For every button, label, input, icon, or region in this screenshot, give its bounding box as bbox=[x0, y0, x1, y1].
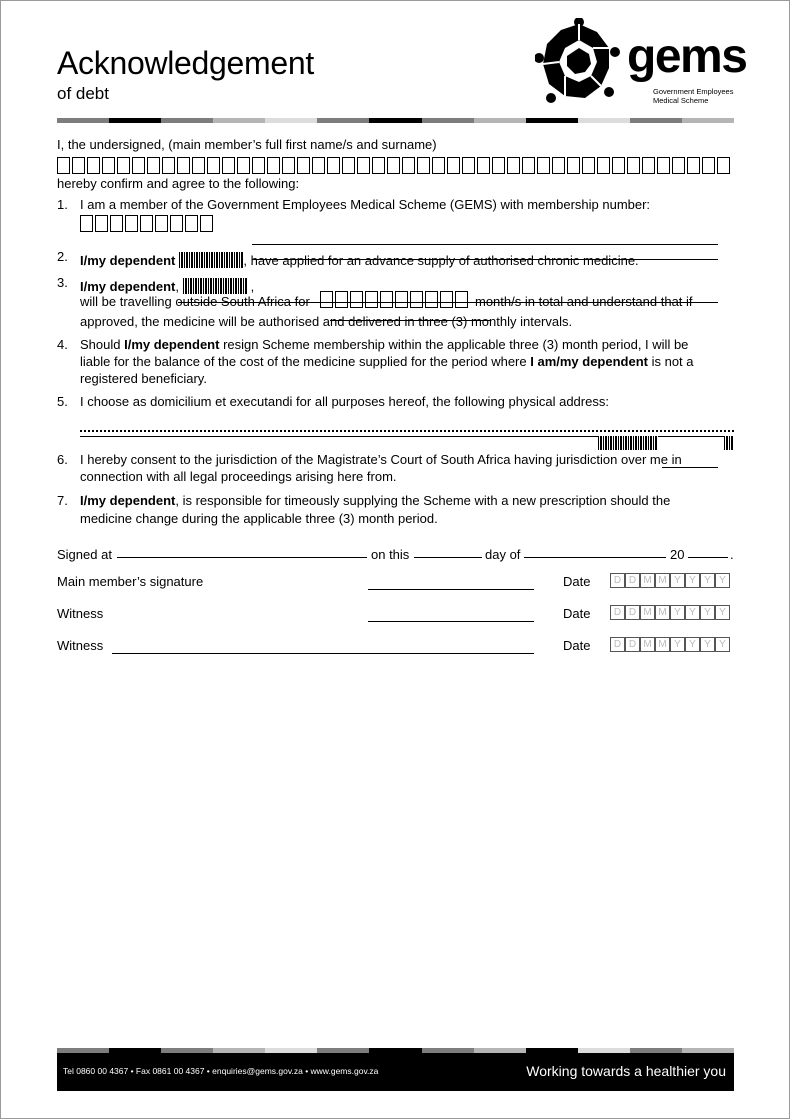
name-char-box[interactable] bbox=[342, 157, 355, 174]
item-1-text: I am a member of the Government Employees Medical Scheme (GEMS) with membership number: bbox=[80, 197, 651, 212]
item-3-strike-rule-2 bbox=[330, 320, 490, 321]
member-digit-box[interactable] bbox=[170, 215, 183, 232]
name-char-box[interactable] bbox=[597, 157, 610, 174]
month-char-box[interactable] bbox=[395, 291, 408, 308]
month-char-box[interactable] bbox=[425, 291, 438, 308]
date-input-boxes-3[interactable] bbox=[610, 637, 730, 652]
name-char-box[interactable] bbox=[87, 157, 100, 174]
item-2-lower-rule bbox=[252, 259, 718, 260]
item-6-line-2: connection with all legal proceedings arising here from. bbox=[80, 469, 397, 484]
name-char-box[interactable] bbox=[582, 157, 595, 174]
name-char-box[interactable] bbox=[102, 157, 115, 174]
month-char-box[interactable] bbox=[380, 291, 393, 308]
name-char-box[interactable] bbox=[642, 157, 655, 174]
name-char-box[interactable] bbox=[462, 157, 475, 174]
form-subtitle: of debt bbox=[57, 84, 109, 103]
name-char-box[interactable] bbox=[207, 157, 220, 174]
stripe-segment bbox=[682, 118, 734, 123]
date-char-box[interactable]: M bbox=[655, 573, 670, 588]
date-char-box[interactable]: Y bbox=[700, 605, 715, 620]
undersigned-label: I, the undersigned, (main member’s full first name/s and surname) bbox=[57, 137, 437, 152]
date-char-box[interactable]: Y bbox=[700, 573, 715, 588]
member-digit-box[interactable] bbox=[155, 215, 168, 232]
item-3-line-2b: month/s in total and understand that if bbox=[475, 294, 693, 309]
name-char-box[interactable] bbox=[657, 157, 670, 174]
item-2-number: 2. bbox=[57, 249, 68, 264]
membership-number-input-boxes[interactable] bbox=[80, 215, 215, 232]
item-7-line-1: I/my dependent, is responsible for timeously supplying the Scheme with a new prescription should the bbox=[80, 493, 671, 508]
stripe-segment bbox=[109, 118, 161, 123]
item-1-number: 1. bbox=[57, 197, 68, 212]
item-3-strike-rule bbox=[178, 302, 718, 303]
name-char-box[interactable] bbox=[702, 157, 715, 174]
item-4-line-2: liable for the balance of the cost of the medicine supplied for the period where I am/my dependent is not a bbox=[80, 354, 694, 369]
dependent-name-input-2[interactable] bbox=[183, 278, 247, 294]
stripe-segment bbox=[213, 118, 265, 123]
item-3-line-2a: will be travelling outside South Africa for bbox=[80, 294, 310, 309]
footer-contact: Tel 0860 00 4367 • Fax 0861 00 4367 • enquiries@gems.gov.za • www.gems.gov.za bbox=[63, 1066, 379, 1076]
item-3-line-1: I/my dependent, , bbox=[80, 279, 255, 294]
name-char-box[interactable] bbox=[552, 157, 565, 174]
year-input[interactable] bbox=[688, 557, 728, 558]
month-input[interactable] bbox=[524, 557, 666, 558]
date-char-box[interactable]: Y bbox=[715, 573, 730, 588]
name-char-box[interactable] bbox=[477, 157, 490, 174]
stripe-segment bbox=[578, 118, 630, 123]
date-char-box[interactable]: M bbox=[655, 605, 670, 620]
month-char-box[interactable] bbox=[410, 291, 423, 308]
name-char-box[interactable] bbox=[687, 157, 700, 174]
year-period: . bbox=[730, 547, 734, 562]
date-char-box[interactable]: D bbox=[625, 605, 640, 620]
item-4-number: 4. bbox=[57, 337, 68, 352]
item-6-line-1: I hereby consent to the jurisdiction of the Magistrate’s Court of South Africa having jurisdiction over me in bbox=[80, 452, 682, 467]
day-of-label: day of bbox=[485, 547, 521, 562]
item-4-line-3: registered beneficiary. bbox=[80, 371, 207, 386]
name-char-box[interactable] bbox=[717, 157, 730, 174]
item-3-line-3: approved, the medicine will be authorised and delivered in three (3) monthly intervals. bbox=[80, 314, 573, 329]
gems-logo bbox=[535, 18, 747, 108]
stripe-segment bbox=[474, 118, 526, 123]
name-char-box[interactable] bbox=[432, 157, 445, 174]
name-char-box[interactable] bbox=[252, 157, 265, 174]
name-char-box[interactable] bbox=[327, 157, 340, 174]
item-2-line: I/my dependent , have applied for an advance supply of authorised chronic medicine. bbox=[80, 253, 639, 268]
item-5-text: I choose as domicilium et executandi for all purposes hereof, the following physical address: bbox=[80, 394, 609, 409]
item-2-upper-rule bbox=[252, 244, 718, 245]
date-char-box[interactable]: M bbox=[655, 637, 670, 652]
date-label-3: Date bbox=[563, 638, 591, 653]
date-char-box[interactable]: Y bbox=[670, 573, 685, 588]
item-7-line-2: medicine change during the applicable three (3) month period. bbox=[80, 511, 438, 526]
name-char-box[interactable] bbox=[567, 157, 580, 174]
stripe-segment bbox=[161, 118, 213, 123]
date-char-box[interactable]: Y bbox=[700, 637, 715, 652]
name-char-box[interactable] bbox=[297, 157, 310, 174]
logo-wordmark: gems bbox=[627, 30, 747, 83]
address-end-marks bbox=[724, 436, 734, 450]
name-char-box[interactable] bbox=[402, 157, 415, 174]
date-char-box[interactable]: D bbox=[610, 573, 625, 588]
name-char-box[interactable] bbox=[267, 157, 280, 174]
name-char-box[interactable] bbox=[627, 157, 640, 174]
date-input-boxes-1[interactable] bbox=[610, 573, 730, 588]
name-char-box[interactable] bbox=[177, 157, 190, 174]
address-barcode-marks bbox=[598, 436, 658, 450]
date-char-box[interactable]: D bbox=[625, 637, 640, 652]
member-digit-box[interactable] bbox=[185, 215, 198, 232]
main-signature-label: Main member’s signature bbox=[57, 574, 204, 589]
footer-slogan: Working towards a healthier you bbox=[526, 1063, 726, 1079]
date-char-box[interactable]: Y bbox=[670, 637, 685, 652]
gems-emblem-icon bbox=[535, 18, 623, 106]
member-digit-box[interactable] bbox=[110, 215, 123, 232]
date-char-box[interactable]: Y bbox=[715, 637, 730, 652]
top-color-stripe bbox=[57, 118, 734, 123]
name-char-box[interactable] bbox=[537, 157, 550, 174]
name-char-box[interactable] bbox=[507, 157, 520, 174]
dependent-name-input[interactable] bbox=[179, 252, 243, 268]
stripe-segment bbox=[317, 118, 369, 123]
name-char-box[interactable] bbox=[672, 157, 685, 174]
witness-1-label: Witness bbox=[57, 606, 104, 621]
date-char-box[interactable]: M bbox=[640, 637, 655, 652]
address-comb-rule bbox=[80, 430, 734, 432]
name-char-box[interactable] bbox=[147, 157, 160, 174]
name-char-box[interactable] bbox=[222, 157, 235, 174]
month-char-box[interactable] bbox=[320, 291, 333, 308]
member-digit-box[interactable] bbox=[200, 215, 213, 232]
footer-bar bbox=[57, 1053, 734, 1091]
name-char-box[interactable] bbox=[312, 157, 325, 174]
confirm-label: hereby confirm and agree to the following: bbox=[57, 176, 300, 191]
name-char-box[interactable] bbox=[612, 157, 625, 174]
signed-at-label: Signed at bbox=[57, 547, 112, 562]
month-char-box[interactable] bbox=[335, 291, 348, 308]
date-label-2: Date bbox=[563, 606, 591, 621]
months-input-boxes[interactable] bbox=[320, 291, 470, 308]
month-char-box[interactable] bbox=[440, 291, 453, 308]
name-char-box[interactable] bbox=[132, 157, 145, 174]
stripe-segment bbox=[526, 118, 578, 123]
month-char-box[interactable] bbox=[350, 291, 363, 308]
name-char-box[interactable] bbox=[492, 157, 505, 174]
name-char-box[interactable] bbox=[57, 157, 70, 174]
member-digit-box[interactable] bbox=[95, 215, 108, 232]
date-char-box[interactable]: Y bbox=[685, 605, 700, 620]
stripe-segment bbox=[422, 118, 474, 123]
stripe-segment bbox=[369, 118, 421, 123]
date-char-box[interactable]: M bbox=[640, 605, 655, 620]
signed-at-input[interactable] bbox=[117, 557, 367, 558]
day-input[interactable] bbox=[414, 557, 482, 558]
month-char-box[interactable] bbox=[455, 291, 468, 308]
date-char-box[interactable]: Y bbox=[685, 573, 700, 588]
year-prefix: 20 bbox=[670, 547, 685, 562]
date-input-boxes-2[interactable] bbox=[610, 605, 730, 620]
date-char-box[interactable]: Y bbox=[670, 605, 685, 620]
date-char-box[interactable]: Y bbox=[685, 637, 700, 652]
item-4-line-1: Should I/my dependent resign Scheme membership within the applicable three (3) month period, I will be bbox=[80, 337, 689, 352]
member-digit-box[interactable] bbox=[125, 215, 138, 232]
item-6-rule bbox=[662, 467, 718, 468]
member-digit-box[interactable] bbox=[80, 215, 93, 232]
stripe-segment bbox=[265, 118, 317, 123]
name-char-box[interactable] bbox=[522, 157, 535, 174]
name-char-box[interactable] bbox=[237, 157, 250, 174]
main-signature-input[interactable] bbox=[368, 589, 534, 590]
name-char-box[interactable] bbox=[447, 157, 460, 174]
date-char-box[interactable]: M bbox=[640, 573, 655, 588]
stripe-segment bbox=[630, 118, 682, 123]
date-char-box[interactable]: D bbox=[610, 605, 625, 620]
name-char-box[interactable] bbox=[357, 157, 370, 174]
item-5-number: 5. bbox=[57, 394, 68, 409]
date-char-box[interactable]: Y bbox=[715, 605, 730, 620]
name-char-box[interactable] bbox=[282, 157, 295, 174]
name-char-box[interactable] bbox=[417, 157, 430, 174]
member-digit-box[interactable] bbox=[140, 215, 153, 232]
item-3-number: 3. bbox=[57, 275, 68, 290]
on-this-label: on this bbox=[371, 547, 410, 562]
witness-1-signature-input[interactable] bbox=[368, 621, 534, 622]
stripe-segment bbox=[57, 118, 109, 123]
full-name-input-boxes[interactable] bbox=[57, 157, 732, 174]
name-char-box[interactable] bbox=[72, 157, 85, 174]
item-6-number: 6. bbox=[57, 452, 68, 467]
name-char-box[interactable] bbox=[162, 157, 175, 174]
name-char-box[interactable] bbox=[192, 157, 205, 174]
name-char-box[interactable] bbox=[372, 157, 385, 174]
name-char-box[interactable] bbox=[117, 157, 130, 174]
witness-2-signature-input[interactable] bbox=[112, 653, 534, 654]
item-7-number: 7. bbox=[57, 493, 68, 508]
date-char-box[interactable]: D bbox=[610, 637, 625, 652]
logo-tagline: Government Employees Medical Scheme bbox=[653, 87, 734, 105]
form-title: Acknowledgement bbox=[57, 45, 314, 81]
date-char-box[interactable]: D bbox=[625, 573, 640, 588]
month-char-box[interactable] bbox=[365, 291, 378, 308]
date-label-1: Date bbox=[563, 574, 591, 589]
name-char-box[interactable] bbox=[387, 157, 400, 174]
witness-2-label: Witness bbox=[57, 638, 104, 653]
